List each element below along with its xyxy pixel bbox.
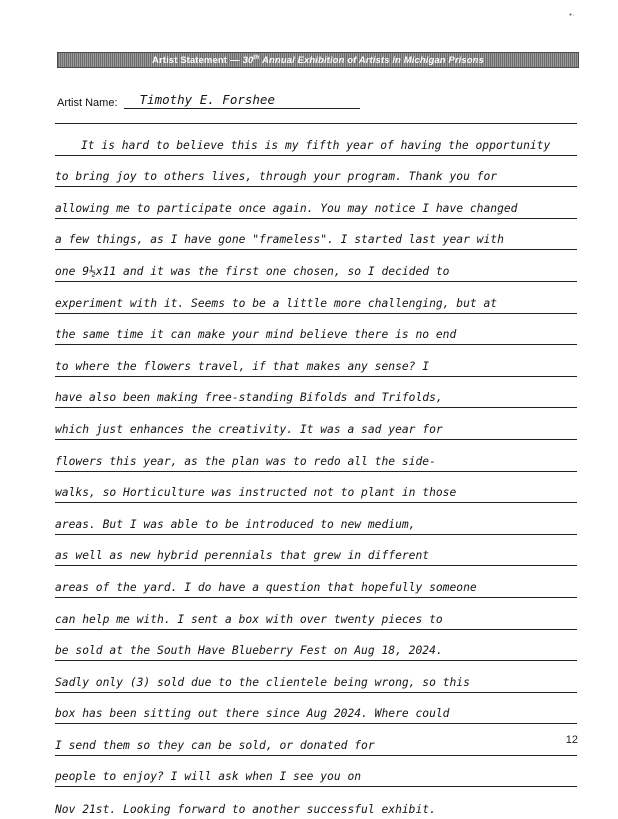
statement-line: I send them so they can be sold, or donated for [55,724,577,756]
statement-line: It is hard to believe this is my fifth year of having the opportunity [55,124,577,156]
statement-line: can help me with. I sent a box with over twenty pieces to [55,598,577,630]
statement-line: the same time it can make your mind believe there is no end [55,314,577,346]
statement-line: to bring joy to others lives, through your program. Thank you for [55,156,577,188]
header-banner [57,52,579,68]
statement-line: as well as new hybrid perennials that grew in different [55,535,577,567]
banner-exhibition-name: Annual Exhibition of Artists in Michigan Prisons [262,54,484,66]
statement-line: experiment with it. Seems to be a little more challenging, but at [55,282,577,314]
statement-line: one 9½x11 and it was the first one chosen, so I decided to [55,250,577,282]
statement-line: which just enhances the creativity. It was a sad year for [55,408,577,440]
banner-exhibition [243,55,484,66]
artist-name-label: Artist Name: [57,97,118,109]
statement-line: a few things, as I have gone "frameless". I started last year with [55,219,577,251]
banner-ordinal-number: 30 [242,54,254,66]
statement-line: flowers this year, as the plan was to redo all the side- [55,440,577,472]
page-number: 12 [565,734,578,746]
statement-line: to where the flowers travel, if that makes any sense? I [55,345,577,377]
statement-line: areas of the yard. I do have a question that hopefully someone [55,566,577,598]
statement-line: people to enjoy? I will ask when I see you on [55,756,577,788]
banner-separator: — [230,54,240,66]
banner-title: Artist Statement [152,54,228,66]
artist-name-row [57,91,360,109]
corner-mark: •· [569,12,576,19]
statement-line: allowing me to participate once again. You may notice I have changed [55,187,577,219]
statement-line: areas. But I was able to be introduced to new medium, [55,503,577,535]
statement-line: box has been sitting out there since Aug 2024. Where could [55,693,577,725]
artist-name-value: Timothy E. Forshee [124,92,360,109]
statement-lines [55,123,577,819]
statement-line: Sadly only (3) sold due to the clientele being wrong, so this [55,661,577,693]
banner-ordinal-suffix: th [253,54,260,61]
statement-line: walks, so Horticulture was instructed not to plant in those [55,472,577,504]
statement-line: have also been making free-standing Bifolds and Trifolds, [55,377,577,409]
statement-line: be sold at the South Have Blueberry Fest on Aug 18, 2024. [55,630,577,662]
statement-line: Nov 21st. Looking forward to another successful exhibit. [55,803,436,817]
